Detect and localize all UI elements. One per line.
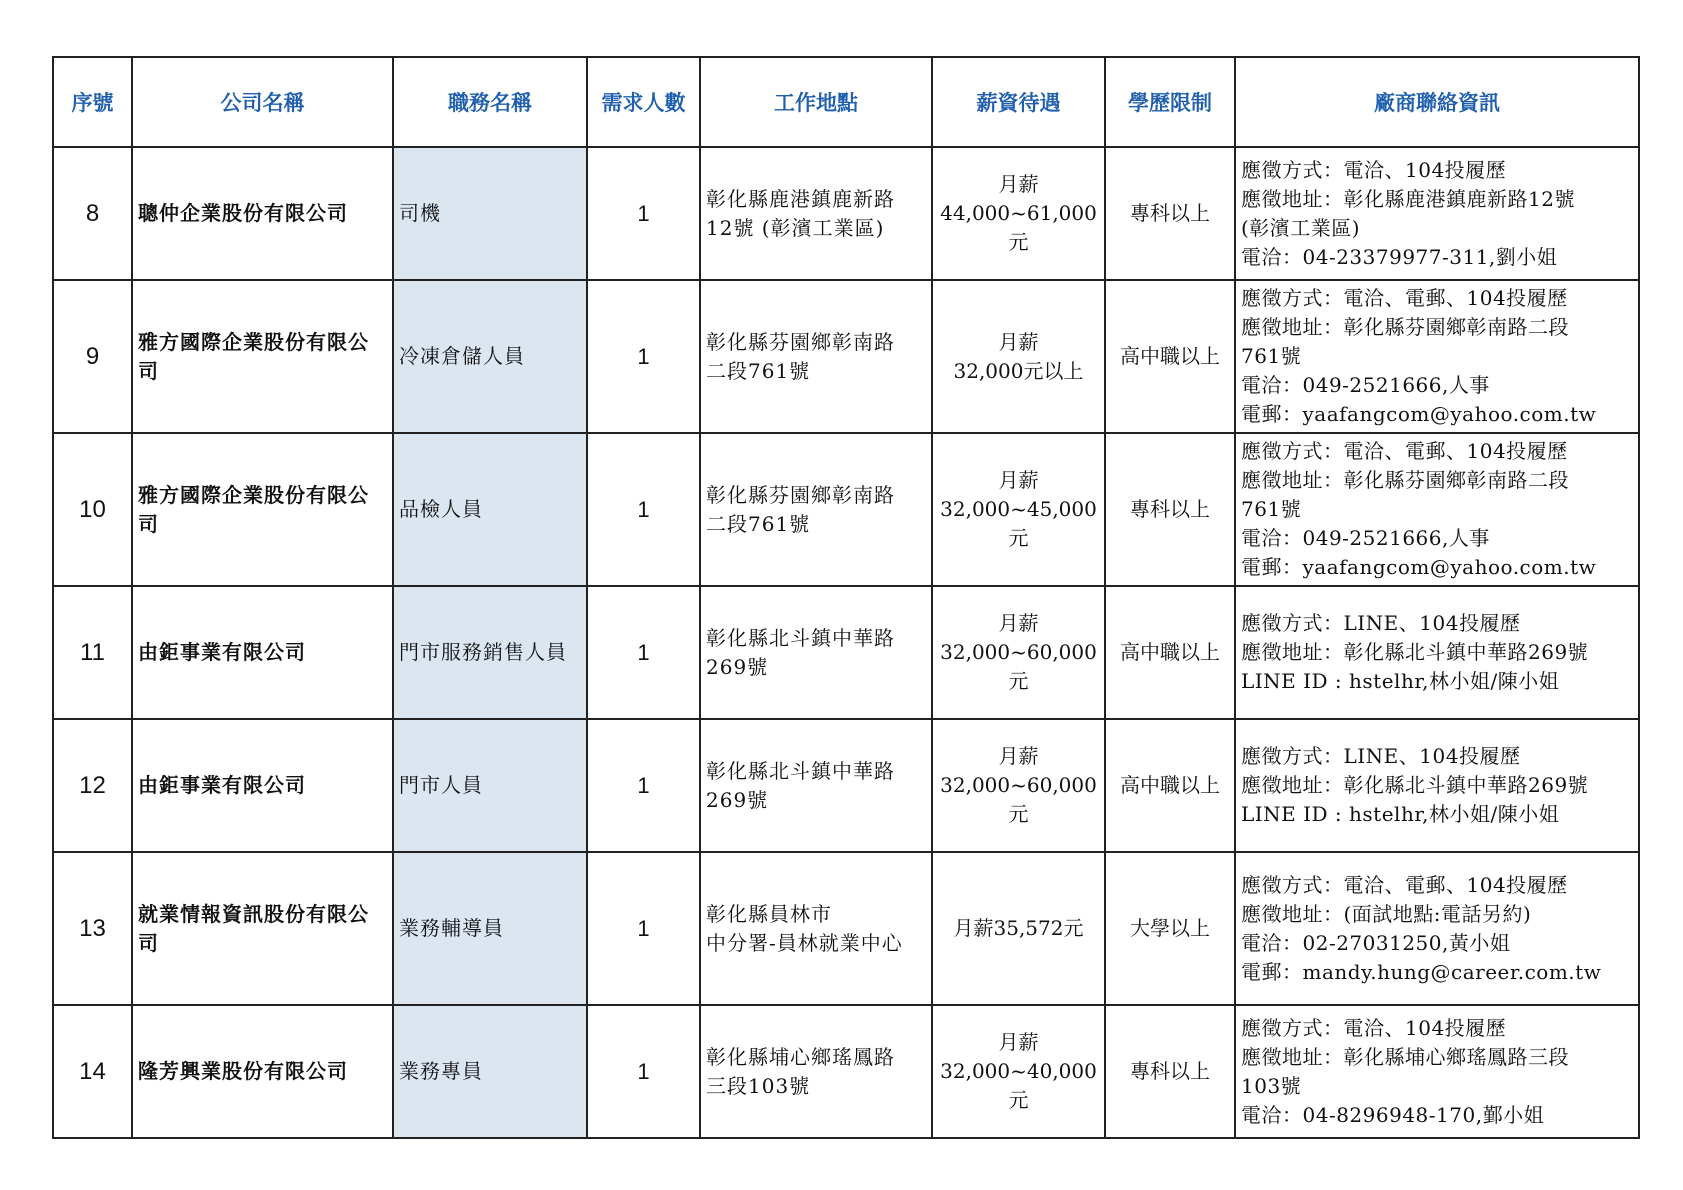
row-number: 14 [53,1005,132,1138]
row-number: 12 [53,719,132,852]
work-location: 彰化縣員林市 中分署-員林就業中心 [700,852,932,1005]
job-title: 冷凍倉儲人員 [393,280,587,433]
headcount: 1 [587,147,700,280]
education-requirement: 高中職以上 [1105,719,1235,852]
table-row [53,852,1639,1005]
row-number: 10 [53,433,132,586]
job-listing-table [52,56,1640,1139]
headcount: 1 [587,852,700,1005]
header-count: 需求人數 [587,57,700,147]
headcount: 1 [587,433,700,586]
company-name: 聰仲企業股份有限公司 [132,147,393,280]
work-location: 彰化縣鹿港鎮鹿新路 12號 (彰濱工業區) [700,147,932,280]
work-location: 彰化縣北斗鎮中華路 269號 [700,586,932,719]
salary: 月薪 32,000~45,000 元 [932,433,1105,586]
education-requirement: 高中職以上 [1105,586,1235,719]
education-requirement: 專科以上 [1105,433,1235,586]
header-title: 職務名稱 [393,57,587,147]
education-requirement: 專科以上 [1105,1005,1235,1138]
header-contact: 廠商聯絡資訊 [1235,57,1639,147]
table-row [53,586,1639,719]
education-requirement: 高中職以上 [1105,280,1235,433]
company-name: 隆芳興業股份有限公司 [132,1005,393,1138]
company-name: 由鉅事業有限公司 [132,719,393,852]
salary: 月薪 32,000~60,000 元 [932,586,1105,719]
contact-info: 應徵方式：LINE、104投履歷 應徵地址：彰化縣北斗鎮中華路269號 LINE ID : hstelhr,林小姐/陳小姐 [1235,586,1639,719]
work-location: 彰化縣北斗鎮中華路 269號 [700,719,932,852]
row-number: 9 [53,280,132,433]
salary: 月薪 44,000~61,000 元 [932,147,1105,280]
table-row [53,1005,1639,1138]
salary: 月薪 32,000~60,000 元 [932,719,1105,852]
education-requirement: 大學以上 [1105,852,1235,1005]
header-no: 序號 [53,57,132,147]
salary: 月薪 32,000~40,000 元 [932,1005,1105,1138]
row-number: 8 [53,147,132,280]
education-requirement: 專科以上 [1105,147,1235,280]
contact-info: 應徵方式：電洽、電郵、104投履歷 應徵地址：彰化縣芬園鄉彰南路二段 761號 電洽：049-2521666,人事 電郵：yaafangcom@yahoo.com.tw [1235,280,1639,433]
contact-info: 應徵方式：電洽、電郵、104投履歷 應徵地址：(面試地點:電話另約) 電洽：02-27031250,黃小姐 電郵：mandy.hung@career.com.tw [1235,852,1639,1005]
job-title: 業務輔導員 [393,852,587,1005]
headcount: 1 [587,586,700,719]
salary: 月薪35,572元 [932,852,1105,1005]
contact-info: 應徵方式：電洽、104投履歷 應徵地址：彰化縣埔心鄉瑤鳳路三段 103號 電洽：04-8296948-170,鄞小姐 [1235,1005,1639,1138]
table-row [53,147,1639,280]
header-company: 公司名稱 [132,57,393,147]
table-row [53,433,1639,586]
headcount: 1 [587,280,700,433]
contact-info: 應徵方式：電洽、104投履歷 應徵地址：彰化縣鹿港鎮鹿新路12號 (彰濱工業區) 電洽：04-23379977-311,劉小姐 [1235,147,1639,280]
contact-info: 應徵方式：LINE、104投履歷 應徵地址：彰化縣北斗鎮中華路269號 LINE ID : hstelhr,林小姐/陳小姐 [1235,719,1639,852]
table-row [53,280,1639,433]
job-title: 業務專員 [393,1005,587,1138]
job-title: 司機 [393,147,587,280]
row-number: 11 [53,586,132,719]
header-salary: 薪資待遇 [932,57,1105,147]
job-title: 品檢人員 [393,433,587,586]
company-name: 雅方國際企業股份有限公司 [132,280,393,433]
job-title: 門市服務銷售人員 [393,586,587,719]
header-row [53,57,1639,147]
company-name: 由鉅事業有限公司 [132,586,393,719]
work-location: 彰化縣芬園鄉彰南路 二段761號 [700,433,932,586]
header-education: 學歷限制 [1105,57,1235,147]
row-number: 13 [53,852,132,1005]
header-location: 工作地點 [700,57,932,147]
table-row [53,719,1639,852]
contact-info: 應徵方式：電洽、電郵、104投履歷 應徵地址：彰化縣芬園鄉彰南路二段 761號 電洽：049-2521666,人事 電郵：yaafangcom@yahoo.com.tw [1235,433,1639,586]
job-title: 門市人員 [393,719,587,852]
company-name: 雅方國際企業股份有限公司 [132,433,393,586]
work-location: 彰化縣芬園鄉彰南路 二段761號 [700,280,932,433]
salary: 月薪 32,000元以上 [932,280,1105,433]
headcount: 1 [587,719,700,852]
company-name: 就業情報資訊股份有限公司 [132,852,393,1005]
work-location: 彰化縣埔心鄉瑤鳳路 三段103號 [700,1005,932,1138]
headcount: 1 [587,1005,700,1138]
